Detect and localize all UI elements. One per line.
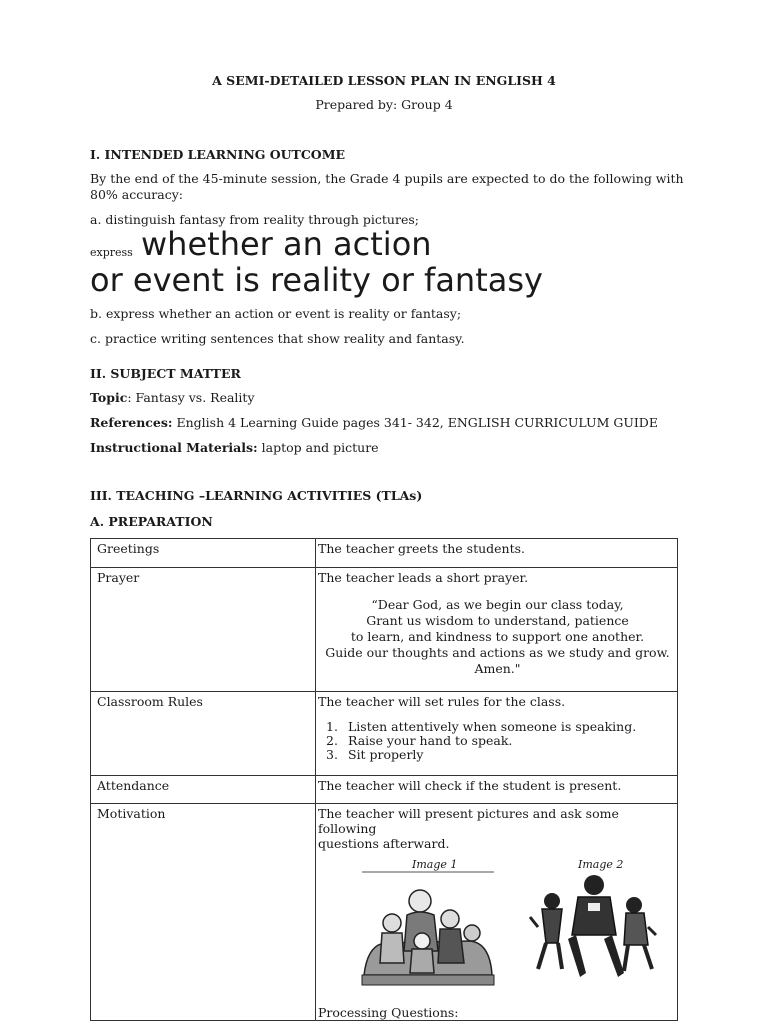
materials-label: Instructional Materials: (90, 440, 258, 455)
references-label: References: (90, 415, 173, 430)
motivation-text-line1: The teacher will present pictures and ask some following (318, 806, 619, 836)
rule-text: Sit properly (348, 747, 424, 762)
table-row (91, 804, 678, 1021)
references-value: English 4 Learning Guide pages 341- 342, ENGLISH CURRICULUM GUIDE (172, 415, 658, 430)
table-row (91, 568, 678, 692)
outcome-intro-line1: By the end of the 45-minute session, the Grade 4 pupils are expected to do the following with (90, 171, 684, 186)
image-1-caption: Image 1 (412, 858, 458, 871)
rule-number: 3. (326, 747, 338, 762)
greetings-label: Greetings (91, 539, 316, 568)
motivation-cell (316, 804, 678, 1021)
table-row (91, 776, 678, 804)
prayer-text: The teacher leads a short prayer. (318, 570, 529, 585)
prayer-line: to learn, and kindness to support one another. (350, 629, 645, 644)
prayer-line: Guide our thoughts and actions as we study and grow. (325, 645, 670, 660)
superhero-family-image (528, 873, 658, 983)
list-item (318, 748, 677, 762)
overlay-big-line2: or event is reality or fantasy (90, 261, 543, 299)
table-row (91, 692, 678, 776)
outcome-intro-line2: 80% accuracy: (90, 187, 183, 202)
section-3-heading: III. TEACHING –LEARNING ACTIVITIES (TLAs) (90, 488, 423, 503)
rule-text: Listen attentively when someone is speaking. (348, 719, 637, 734)
prayer-line: “Dear God, as we begin our class today, (371, 597, 624, 612)
outcome-item-b: b. express whether an action or event is reality or fantasy; (90, 306, 462, 321)
table-row (91, 539, 678, 568)
section-1-heading: I. INTENDED LEARNING OUTCOME (90, 147, 346, 162)
preparation-heading: A. PREPARATION (90, 514, 213, 529)
family-picture-image (360, 871, 496, 989)
materials-line (90, 440, 379, 456)
attendance-text: The teacher will check if the student is present. (316, 776, 678, 804)
topic-value: : Fantasy vs. Reality (127, 390, 255, 405)
list-item (318, 734, 677, 748)
outcome-item-a: a. distinguish fantasy from reality through pictures; (90, 212, 419, 227)
prayer-line: Amen." (474, 661, 521, 676)
materials-value: laptop and picture (257, 440, 379, 455)
prayer-label: Prayer (91, 568, 316, 692)
rules-cell (316, 692, 678, 776)
overlay-small-text: express (90, 246, 133, 259)
rule-number: 2. (326, 733, 338, 748)
rules-list (318, 720, 677, 762)
prayer-verse (318, 597, 677, 677)
list-item (318, 720, 677, 734)
motivation-images (318, 851, 677, 1001)
prepared-by: Prepared by: Group 4 (315, 97, 453, 112)
image-2-caption: Image 2 (578, 858, 624, 871)
motivation-label: Motivation (91, 804, 316, 1021)
rules-text: The teacher will set rules for the class. (318, 694, 566, 709)
topic-label: Topic (90, 390, 128, 405)
outcome-item-c: c. practice writing sentences that show reality and fantasy. (90, 331, 465, 346)
prayer-line: Grant us wisdom to understand, patience (366, 613, 629, 628)
rule-text: Raise your hand to speak. (348, 733, 513, 748)
greetings-text: The teacher greets the students. (316, 539, 678, 568)
overlay-big-line1: whether an action (141, 225, 432, 263)
processing-questions: Processing Questions: (318, 1005, 459, 1020)
attendance-label: Attendance (91, 776, 316, 804)
topic-line (90, 390, 255, 406)
references-line (90, 415, 658, 431)
preparation-table (90, 538, 678, 1021)
rules-label: Classroom Rules (91, 692, 316, 776)
rule-number: 1. (326, 719, 338, 734)
section-2-heading: II. SUBJECT MATTER (90, 366, 241, 381)
motivation-text-line2: questions afterward. (318, 836, 450, 851)
document-title: A SEMI-DETAILED LESSON PLAN IN ENGLISH 4 (212, 73, 556, 88)
prayer-cell (316, 568, 678, 692)
